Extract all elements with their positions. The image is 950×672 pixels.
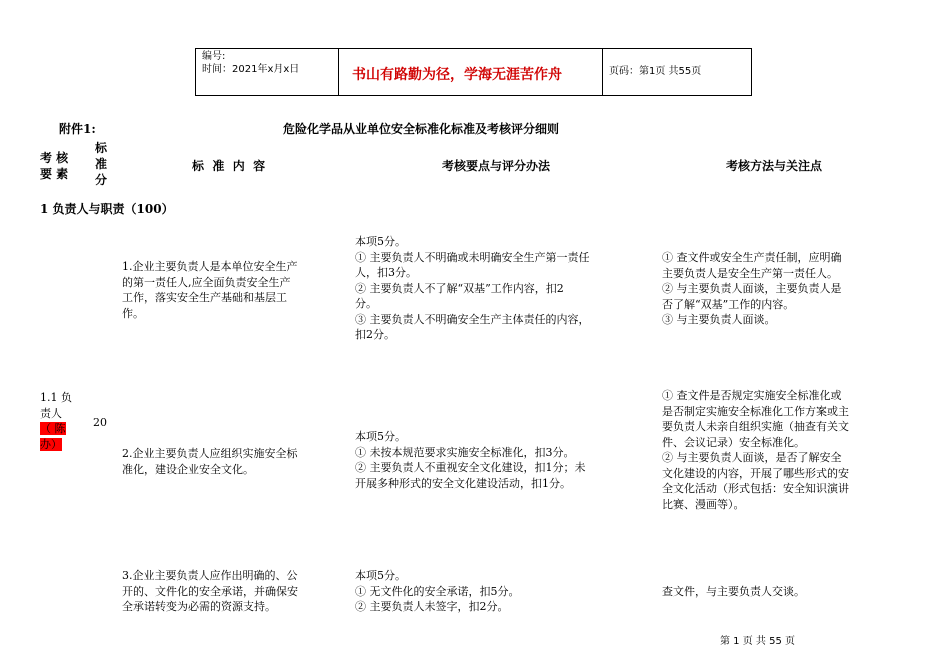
header-divider <box>338 48 339 96</box>
notes-line: 全文化活动（形式包括：安全知识演讲 <box>662 482 849 495</box>
method-line: 本项5分。 <box>355 430 406 443</box>
header-score <box>94 140 108 188</box>
method-line: ② 主要负责人不了解“双基”工作内容，扣2 <box>355 281 564 295</box>
element-name-line: 1.1 负 <box>40 391 72 404</box>
row-method <box>355 234 650 343</box>
method-line: 人，扣3分。 <box>355 266 417 279</box>
annex-label: 附件1: <box>59 122 96 136</box>
header-score-char: 分 <box>94 173 107 187</box>
section-title: 1 负责人与职责（100） <box>40 202 174 216</box>
header-divider <box>602 48 603 96</box>
header-notes: 考核方法与关注点 <box>726 159 823 173</box>
content-line: 全承诺转变为必需的资源支持。 <box>122 600 276 613</box>
method-line: ① 主要负责人不明确或未明确安全生产第一责任 <box>355 250 590 264</box>
method-line: 本项5分。 <box>355 235 406 248</box>
method-line: 分。 <box>355 297 377 310</box>
notes-line: ③ 与主要负责人面谈。 <box>662 313 776 326</box>
row-method <box>355 568 650 615</box>
motto-text: 书山有路勤为径，学海无涯苦作舟 <box>352 67 562 83</box>
method-line: ③ 主要负责人不明确安全生产主体责任的内容， <box>355 312 590 326</box>
content-line: 工作，落实安全生产基础和基层工 <box>122 291 287 304</box>
element-tag: 办） <box>40 437 62 451</box>
method-line: 开展多种形式的安全文化建设活动，扣1分。 <box>355 476 571 490</box>
row-notes <box>662 388 902 512</box>
content-line: 1.企业主要负责人是本单位安全生产 <box>122 260 298 273</box>
method-line: 扣2分。 <box>355 328 395 341</box>
content-line: 准化，建设企业安全文化。 <box>122 462 254 476</box>
notes-line <box>662 568 902 584</box>
method-line: ② 主要负责人未签字，扣2分。 <box>355 600 509 613</box>
method-line: ② 主要负责人不重视安全文化建设，扣1分；未 <box>355 461 586 474</box>
header-element-line: 考 核 <box>40 151 69 165</box>
row-notes <box>662 568 902 599</box>
row-content <box>122 446 347 477</box>
notes-line: ① 查文件是否规定实施安全标准化或 <box>662 389 842 402</box>
notes-line: 文化建设的内容，开展了哪些形式的安 <box>662 466 849 480</box>
method-line: ① 未按本规范要求实施安全标准化，扣3分。 <box>355 445 575 459</box>
method-line: ① 无文件化的安全承诺，扣5分。 <box>355 584 520 598</box>
content-line: 作。 <box>122 306 144 320</box>
element-name-line: 责人 <box>40 406 62 420</box>
notes-line: ② 与主要负责人面谈，主要负责人是 <box>662 282 842 295</box>
element-name <box>40 390 72 452</box>
element-score: 20 <box>93 416 107 429</box>
page-footer: 第 1 页 共 55 页 <box>720 636 795 647</box>
notes-line: 主要负责人是安全生产第一责任人。 <box>662 266 838 280</box>
number-label: 编号: <box>202 51 226 62</box>
header-element <box>40 150 68 182</box>
method-line: 本项5分。 <box>355 569 406 582</box>
page-code: 页码：第1页 共55页 <box>609 66 702 77</box>
notes-line: 比赛、漫画等）。 <box>662 497 745 511</box>
notes-line: 否了解“双基”工作的内容。 <box>662 297 795 311</box>
row-content <box>122 259 347 321</box>
time-label: 时间：2021年x月x日 <box>202 64 300 75</box>
notes-line: 查文件，与主要负责人交谈。 <box>662 584 805 598</box>
header-method: 考核要点与评分办法 <box>442 159 551 173</box>
element-tag: （ 陈 <box>40 422 66 435</box>
header-element-line: 要 素 <box>40 167 69 181</box>
content-line: 的第一责任人,应全面负责安全生产 <box>122 275 291 289</box>
content-line: 开的、文件化的安全承诺，并确保安 <box>122 584 298 598</box>
notes-line: 是否制定实施安全标准化工作方案或主 <box>662 404 849 418</box>
row-notes <box>662 250 902 328</box>
content-line: 3.企业主要负责人应作出明确的、公 <box>122 569 298 582</box>
content-line: 2.企业主要负责人应组织实施安全标 <box>122 447 298 460</box>
notes-line: ② 与主要负责人面谈，是否了解安全 <box>662 451 842 464</box>
notes-line: 件、会议记录）安全标准化。 <box>662 435 805 449</box>
header-score-char: 准 <box>94 157 107 171</box>
row-method <box>355 429 650 491</box>
document-title: 危险化学品从业单位安全标准化标准及考核评分细则 <box>283 122 560 136</box>
header-content: 标 准 内 容 <box>192 159 266 173</box>
header-score-char: 标 <box>94 141 107 155</box>
notes-line: ① 查文件或安全生产责任制，应明确 <box>662 251 842 264</box>
row-content <box>122 568 347 615</box>
notes-line: 要负责人未亲自组织实施（抽查有关文 <box>662 420 849 433</box>
